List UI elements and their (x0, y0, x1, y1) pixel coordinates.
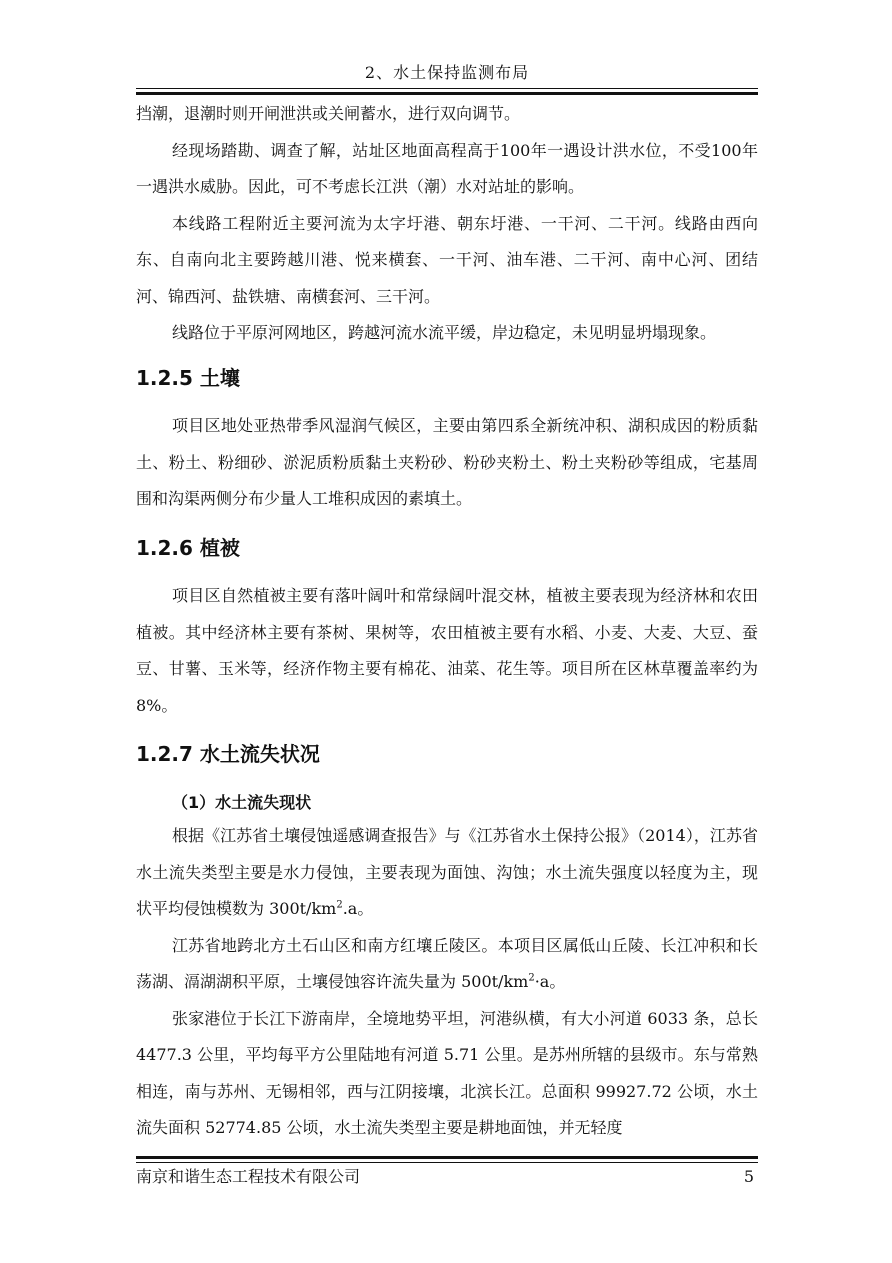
section-heading-soil: 1.2.5 土壤 (136, 366, 240, 390)
paragraph-rivers: 本线路工程附近主要河流为太字圩港、朝东圩港、一干河、二干河。线路由西向东、自南向北主要跨越川港、悦来横套、一干河、油车港、二干河、南中心河、团结河、锦西河、盐铁塘、南横套河、三干河。 (136, 213, 758, 306)
header-rule-thick (136, 92, 758, 95)
erosion-report-text: 根据《江苏省土壤侵蚀遥感调查报告》与《江苏省水土保持公报》（2014），江苏省水土流失类型主要是水力侵蚀，主要表现为面蚀、沟蚀；水土流失强度以轻度为主，现状平均侵蚀模数为 300t/km (136, 826, 758, 918)
erosion-block (136, 818, 758, 1147)
intro-block (136, 96, 758, 352)
page-header-title: 2、水土保持监测布局 (364, 63, 530, 82)
paragraph-river-network: 线路位于平原河网地区，跨越河流水流平缓，岸边稳定，未见明显坍塌现象。 (172, 323, 717, 342)
paragraph-erosion-region (136, 928, 758, 1001)
unit-superscript: 2 (336, 899, 343, 911)
header-rule-thin (136, 88, 758, 89)
erosion-region-tail: ·a。 (534, 972, 566, 991)
subsection-heading-erosion-status: （1）水土流失现状 (172, 793, 312, 812)
paragraph-zhangjiagang: 张家港位于长江下游南岸，全境地势平坦，河港纵横，有大小河道 6033 条，总长 4477.3 公里，平均每平方公里陆地有河道 5.71 公里。是苏州所辖的县级市。东与常熟相连，南与苏州、无锡相邻，西与江阴接壤，北滨长江。总面积 99927.72 公顷，水土流失面积 52774.85 公顷，水土流失类型主要是耕地面蚀，并无轻度 (136, 1008, 758, 1137)
paragraph-continuation: 挡潮，退潮时则开闸泄洪或关闸蓄水，进行双向调节。 (136, 104, 521, 123)
paragraph-vegetation: 项目区自然植被主要有落叶阔叶和常绿阔叶混交林，植被主要表现为经济林和农田植被。其中经济林主要有茶树、果树等，农田植被主要有水稻、小麦、大麦、大豆、蚕豆、甘薯、玉米等，经济作物主要有棉花、油菜、花生等。项目所在区林草覆盖率约为 8%。 (136, 586, 758, 715)
section-heading-erosion: 1.2.7 水土流失状况 (136, 742, 320, 766)
erosion-report-tail: .a。 (342, 899, 374, 918)
footer-company: 南京和谐生态工程技术有限公司 (136, 1167, 361, 1186)
soil-block (136, 408, 758, 518)
erosion-region-text: 江苏省地跨北方土石山区和南方红壤丘陵区。本项目区属低山丘陵、长江冲积和长荡湖、滆湖湖积平原，土壤侵蚀容许流失量为 500t/km (136, 935, 758, 991)
paragraph-elevation: 经现场踏勘、调查了解，站址区地面高程高于100年一遇设计洪水位，不受100年一遇洪水威胁。因此，可不考虑长江洪（潮）水对站址的影响。 (136, 140, 758, 196)
vegetation-block (136, 578, 758, 724)
paragraph-soil: 项目区地处亚热带季风湿润气候区，主要由第四系全新统冲积、湖积成因的粉质黏土、粉土、粉细砂、淤泥质粉质黏土夹粉砂、粉砂夹粉土、粉土夹粉砂等组成，宅基周围和沟渠两侧分布少量人工堆积成因的素填土。 (136, 416, 758, 508)
footer-rule-thin (136, 1162, 758, 1163)
unit-superscript: 2 (528, 972, 535, 984)
footer-page-number: 5 (743, 1167, 754, 1186)
footer-rule-thick (136, 1156, 758, 1159)
paragraph-erosion-report (136, 818, 758, 928)
section-heading-vegetation: 1.2.6 植被 (136, 536, 240, 560)
